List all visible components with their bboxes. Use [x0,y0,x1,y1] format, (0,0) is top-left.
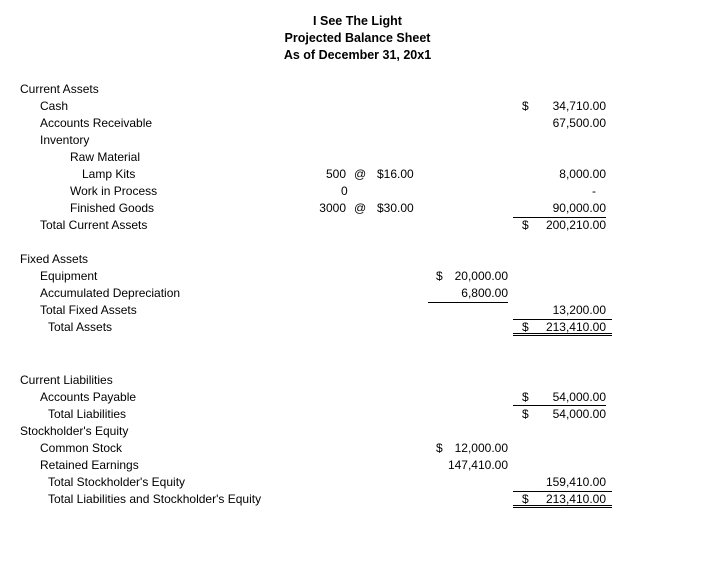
accumulated-depreciation-label: Accumulated Depreciation [40,286,181,300]
stockholders-equity-heading: Stockholder's Equity [20,424,129,438]
equipment-dollar: $ [436,269,443,283]
total-stockholders-equity-label: Total Stockholder's Equity [48,475,186,489]
finished-goods-price: $30.00 [377,201,414,215]
common-stock-value: 12,000.00 [454,441,508,455]
finished-goods-value: 90,000.00 [513,200,606,218]
total-assets-label: Total Assets [48,320,113,334]
total-current-assets-label: Total Current Assets [40,218,148,232]
fixed-assets-heading: Fixed Assets [20,252,89,266]
total-fixed-assets-value: 13,200.00 [552,303,606,317]
total-liabilities-dollar: $ [522,407,529,421]
retained-earnings-value: 147,410.00 [447,458,508,472]
total-current-assets-dollar: $ [522,218,529,232]
accounts-payable-value: 54,000.00 [552,390,606,404]
raw-material-label: Raw Material [70,150,141,164]
work-in-process-label: Work in Process [70,184,158,198]
total-liabilities-label: Total Liabilities [48,407,127,421]
common-stock-label: Common Stock [40,441,123,455]
equipment-value: 20,000.00 [454,269,508,283]
work-in-process-value: - [592,184,596,198]
finished-goods-label: Finished Goods [70,201,155,215]
current-assets-heading: Current Assets [20,82,99,96]
cash-dollar: $ [522,99,529,113]
lamp-kits-at: @ [354,167,367,181]
retained-earnings-label: Retained Earnings [40,458,139,472]
lamp-kits-price: $16.00 [377,167,414,181]
accounts-payable-label: Accounts Payable [40,390,137,404]
total-assets-dollar: $ [522,320,529,334]
common-stock-dollar: $ [436,441,443,455]
equipment-label: Equipment [40,269,98,283]
total-liabilities-value: 54,000.00 [552,407,606,421]
accounts-payable-dollar: $ [522,390,529,404]
total-liabilities-and-equity-value: 213,410.00 [545,492,606,506]
lamp-kits-label: Lamp Kits [82,167,136,181]
total-assets-value: 213,410.00 [545,320,606,334]
finished-goods-qty: 3000 [319,201,346,215]
accounts-receivable-value: 67,500.00 [552,116,606,130]
lamp-kits-qty: 500 [325,167,346,181]
company-name: I See The Light [313,14,402,28]
inventory-label: Inventory [40,133,90,147]
total-liabilities-and-equity-dollar: $ [522,492,529,506]
statement-date: As of December 31, 20x1 [283,48,432,62]
finished-goods-at: @ [354,201,367,215]
accumulated-depreciation-value: 6,800.00 [428,285,508,303]
cash-label: Cash [40,99,69,113]
lamp-kits-value: 8,000.00 [559,167,606,181]
total-liabilities-and-equity-label: Total Liabilities and Stockholder's Equity [48,492,262,506]
statement-title: Projected Balance Sheet [284,31,431,45]
total-stockholders-equity-value: 159,410.00 [513,474,606,492]
current-liabilities-heading: Current Liabilities [20,373,113,387]
cash-value: 34,710.00 [552,99,606,113]
total-fixed-assets-label: Total Fixed Assets [40,303,137,317]
total-current-assets-value: 200,210.00 [545,218,606,232]
accounts-receivable-label: Accounts Receivable [40,116,153,130]
work-in-process-qty: 0 [341,184,348,198]
